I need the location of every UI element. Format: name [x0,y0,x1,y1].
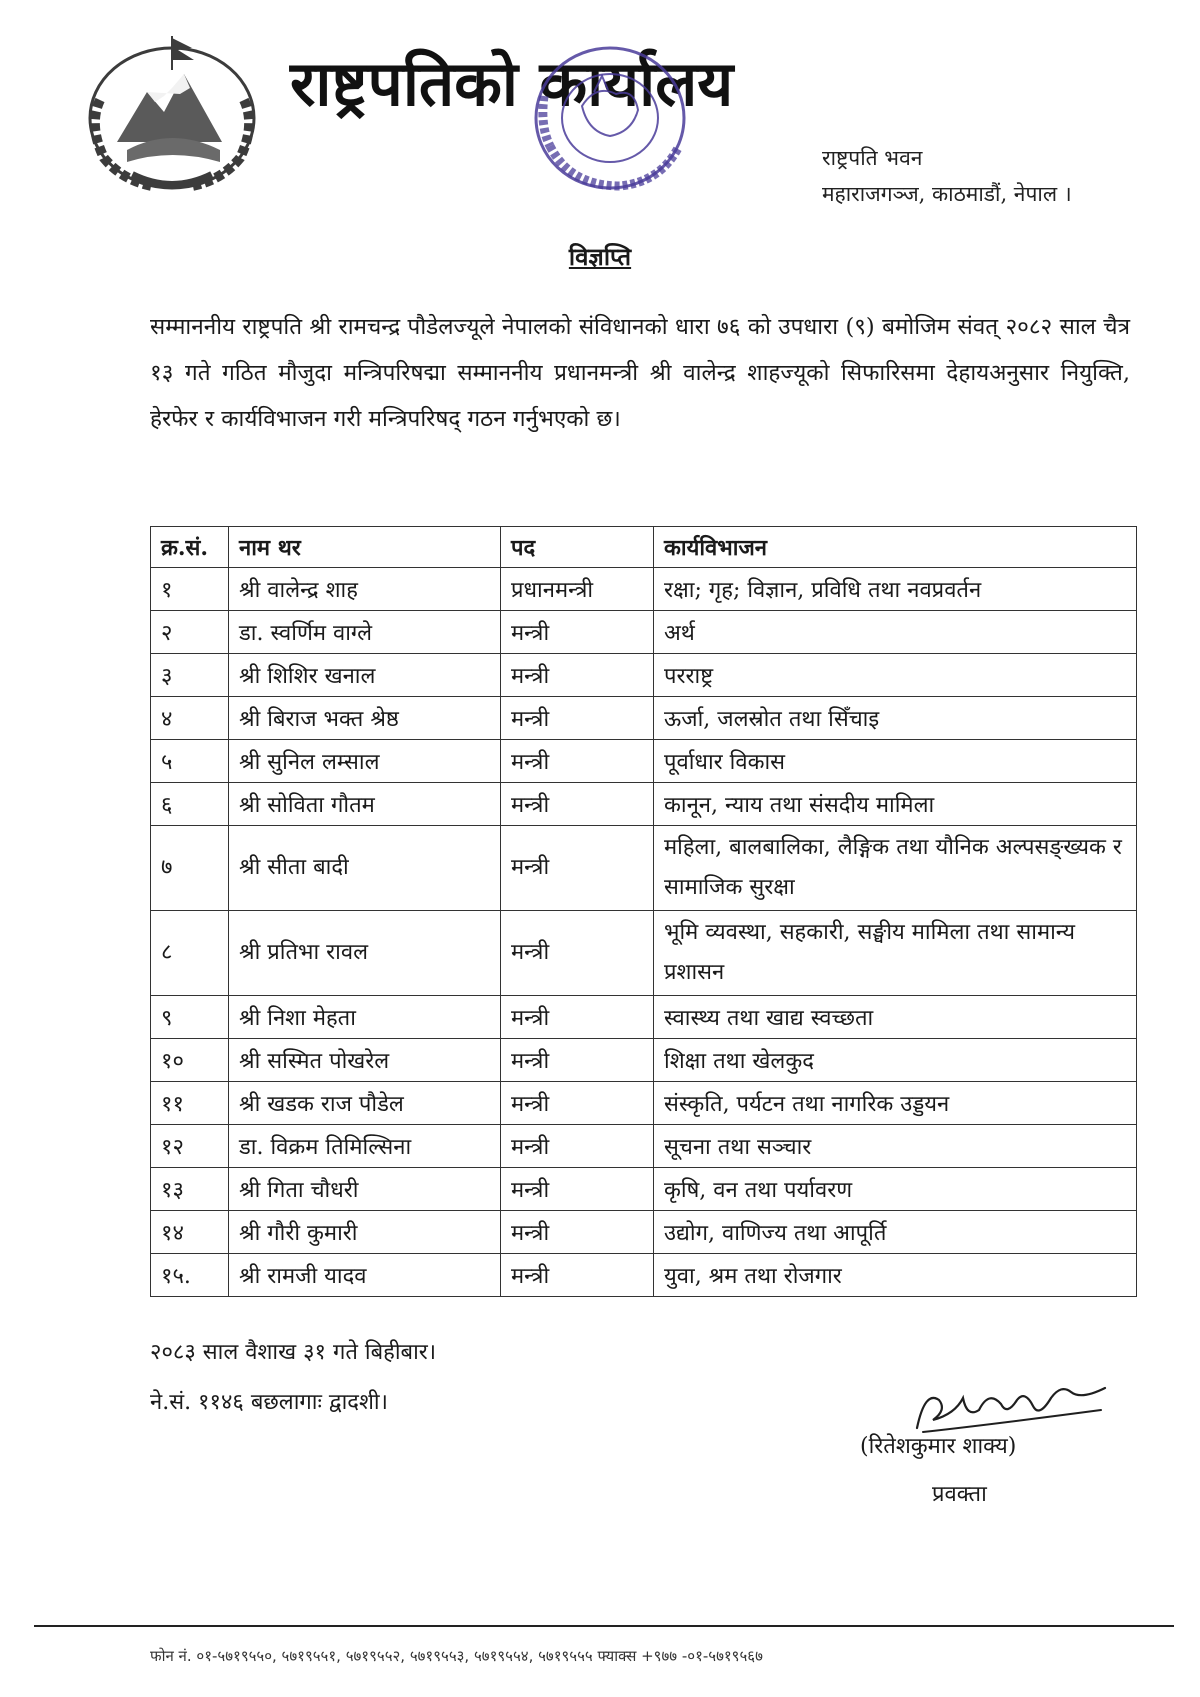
table-row [151,783,1137,826]
cell-portfolio: रक्षा; गृह; विज्ञान, प्रविधि तथा नवप्रवर्तन [654,568,1137,611]
table-header-row [151,527,1137,568]
cell-portfolio: शिक्षा तथा खेलकुद [654,1039,1137,1082]
table-row [151,1125,1137,1168]
cell-serial: ५ [151,740,229,783]
cell-serial: ४ [151,697,229,740]
cell-name: श्री वालेन्द्र शाह [229,568,501,611]
table-row [151,1254,1137,1297]
cell-portfolio: कानून, न्याय तथा संसदीय मामिला [654,783,1137,826]
cell-name: श्री खडक राज पौडेल [229,1082,501,1125]
office-stamp-icon [510,36,700,206]
header-post: पद [501,527,654,568]
notice-body: सम्माननीय राष्ट्रपति श्री रामचन्द्र पौडेलज्यूले नेपालको संविधानको धारा ७६ को उपधारा (९) बमोजिम संवत् २०८२ साल चैत्र १३ गते गठित मौजुदा मन्त्रिपरिषद्मा सम्माननीय प्रधानमन्त्री श्री वालेन्द्र शाहज्यूको सिफारिसमा देहायअनुसार नियुक्ति, हेरफेर र कार्यविभाजन गरी मन्त्रिपरिषद् गठन गर्नुभएको छ। [150,314,1130,432]
nepal-sambat-date: ने.सं. ११४६ बछलागाः द्वादशी। [150,1390,388,1415]
office-address [822,140,1072,212]
cell-serial: २ [151,611,229,654]
cell-post: मन्त्री [501,826,654,911]
address-line-2: महाराजगञ्ज, काठमाडौं, नेपाल । [822,182,1072,206]
cell-name: डा. स्वर्णिम वाग्ले [229,611,501,654]
cell-serial: १४ [151,1211,229,1254]
table-row [151,1211,1137,1254]
cell-serial: ३ [151,654,229,697]
table-row [151,826,1137,911]
cell-post: मन्त्री [501,1168,654,1211]
cell-serial: १ [151,568,229,611]
table-row [151,1039,1137,1082]
table-row [151,568,1137,611]
cell-serial: ६ [151,783,229,826]
table-row [151,697,1137,740]
cell-name: श्री गिता चौधरी [229,1168,501,1211]
cell-serial: ९ [151,996,229,1039]
header-serial: क्र.सं. [151,527,229,568]
cell-post: प्रधानमन्त्री [501,568,654,611]
cell-post: मन्त्री [501,654,654,697]
cell-post: मन्त्री [501,1125,654,1168]
table-row [151,1168,1137,1211]
table-row [151,996,1137,1039]
cell-post: मन्त्री [501,611,654,654]
cell-name: श्री प्रतिभा रावल [229,911,501,996]
cell-portfolio: युवा, श्रम तथा रोजगार [654,1254,1137,1297]
cell-name: श्री सोविता गौतम [229,783,501,826]
cell-portfolio: सूचना तथा सञ्चार [654,1125,1137,1168]
bs-date: २०८३ साल वैशाख ३१ गते बिहीबार। [150,1340,437,1365]
cell-name: श्री शिशिर खनाल [229,654,501,697]
cell-portfolio: पूर्वाधार विकास [654,740,1137,783]
header-name: नाम थर [229,527,501,568]
cell-name: श्री सस्मित पोखरेल [229,1039,501,1082]
cell-serial: ११ [151,1082,229,1125]
cell-post: मन्त्री [501,697,654,740]
cell-serial: १३ [151,1168,229,1211]
cell-serial: ७ [151,826,229,911]
table-row [151,611,1137,654]
cell-portfolio: महिला, बालबालिका, लैङ्गिक तथा यौनिक अल्पसङ्ख्यक र सामाजिक सुरक्षा [654,826,1137,911]
cell-portfolio: परराष्ट्र [654,654,1137,697]
cell-portfolio: स्वास्थ्य तथा खाद्य स्वच्छता [654,996,1137,1039]
table-row [151,654,1137,697]
signatory-name: (रितेशकुमार शाक्य) [860,1434,1017,1459]
cell-post: मन्त्री [501,1082,654,1125]
cell-post: मन्त्री [501,1039,654,1082]
cell-name: श्री सुनिल लम्साल [229,740,501,783]
national-emblem-icon [72,30,272,200]
cell-post: मन्त्री [501,1254,654,1297]
council-of-ministers-table [150,526,1137,1297]
cell-name: श्री निशा मेहता [229,996,501,1039]
cell-portfolio: ऊर्जा, जलस्रोत तथा सिँचाइ [654,697,1137,740]
footer-divider [34,1625,1174,1627]
cell-name: श्री बिराज भक्त श्रेष्ठ [229,697,501,740]
cell-post: मन्त्री [501,740,654,783]
cell-portfolio: कृषि, वन तथा पर्यावरण [654,1168,1137,1211]
table-row [151,911,1137,996]
cell-post: मन्त्री [501,911,654,996]
cell-serial: १५. [151,1254,229,1297]
cell-post: मन्त्री [501,783,654,826]
cell-portfolio: भूमि व्यवस्था, सहकारी, सङ्घीय मामिला तथा सामान्य प्रशासन [654,911,1137,996]
cell-name: डा. विक्रम तिमिल्सिना [229,1125,501,1168]
address-line-1: राष्ट्रपति भवन [822,146,923,170]
cell-post: मन्त्री [501,996,654,1039]
cell-name: श्री सीता बादी [229,826,501,911]
footer-contact: फोन नं. ०१-५७१९५५०, ५७१९५५१, ५७१९५५२, ५७१९५५३, ५७१९५५४, ५७१९५५५ फ्याक्स +९७७ -०१-५७१९५६७ [150,1647,763,1665]
table-row [151,740,1137,783]
cell-portfolio: अर्थ [654,611,1137,654]
notice-title: विज्ञप्ति [568,242,632,271]
cell-serial: १० [151,1039,229,1082]
cell-name: श्री गौरी कुमारी [229,1211,501,1254]
signatory-role: प्रवक्ता [932,1482,987,1507]
office-title: राष्ट्रपतिको कार्यालय [290,47,734,120]
cell-serial: १२ [151,1125,229,1168]
cell-portfolio: संस्कृति, पर्यटन तथा नागरिक उड्डयन [654,1082,1137,1125]
cell-post: मन्त्री [501,1211,654,1254]
header-portfolio: कार्यविभाजन [654,527,1137,568]
cell-portfolio: उद्योग, वाणिज्य तथा आपूर्ति [654,1211,1137,1254]
cell-serial: ८ [151,911,229,996]
cell-name: श्री रामजी यादव [229,1254,501,1297]
table-row [151,1082,1137,1125]
